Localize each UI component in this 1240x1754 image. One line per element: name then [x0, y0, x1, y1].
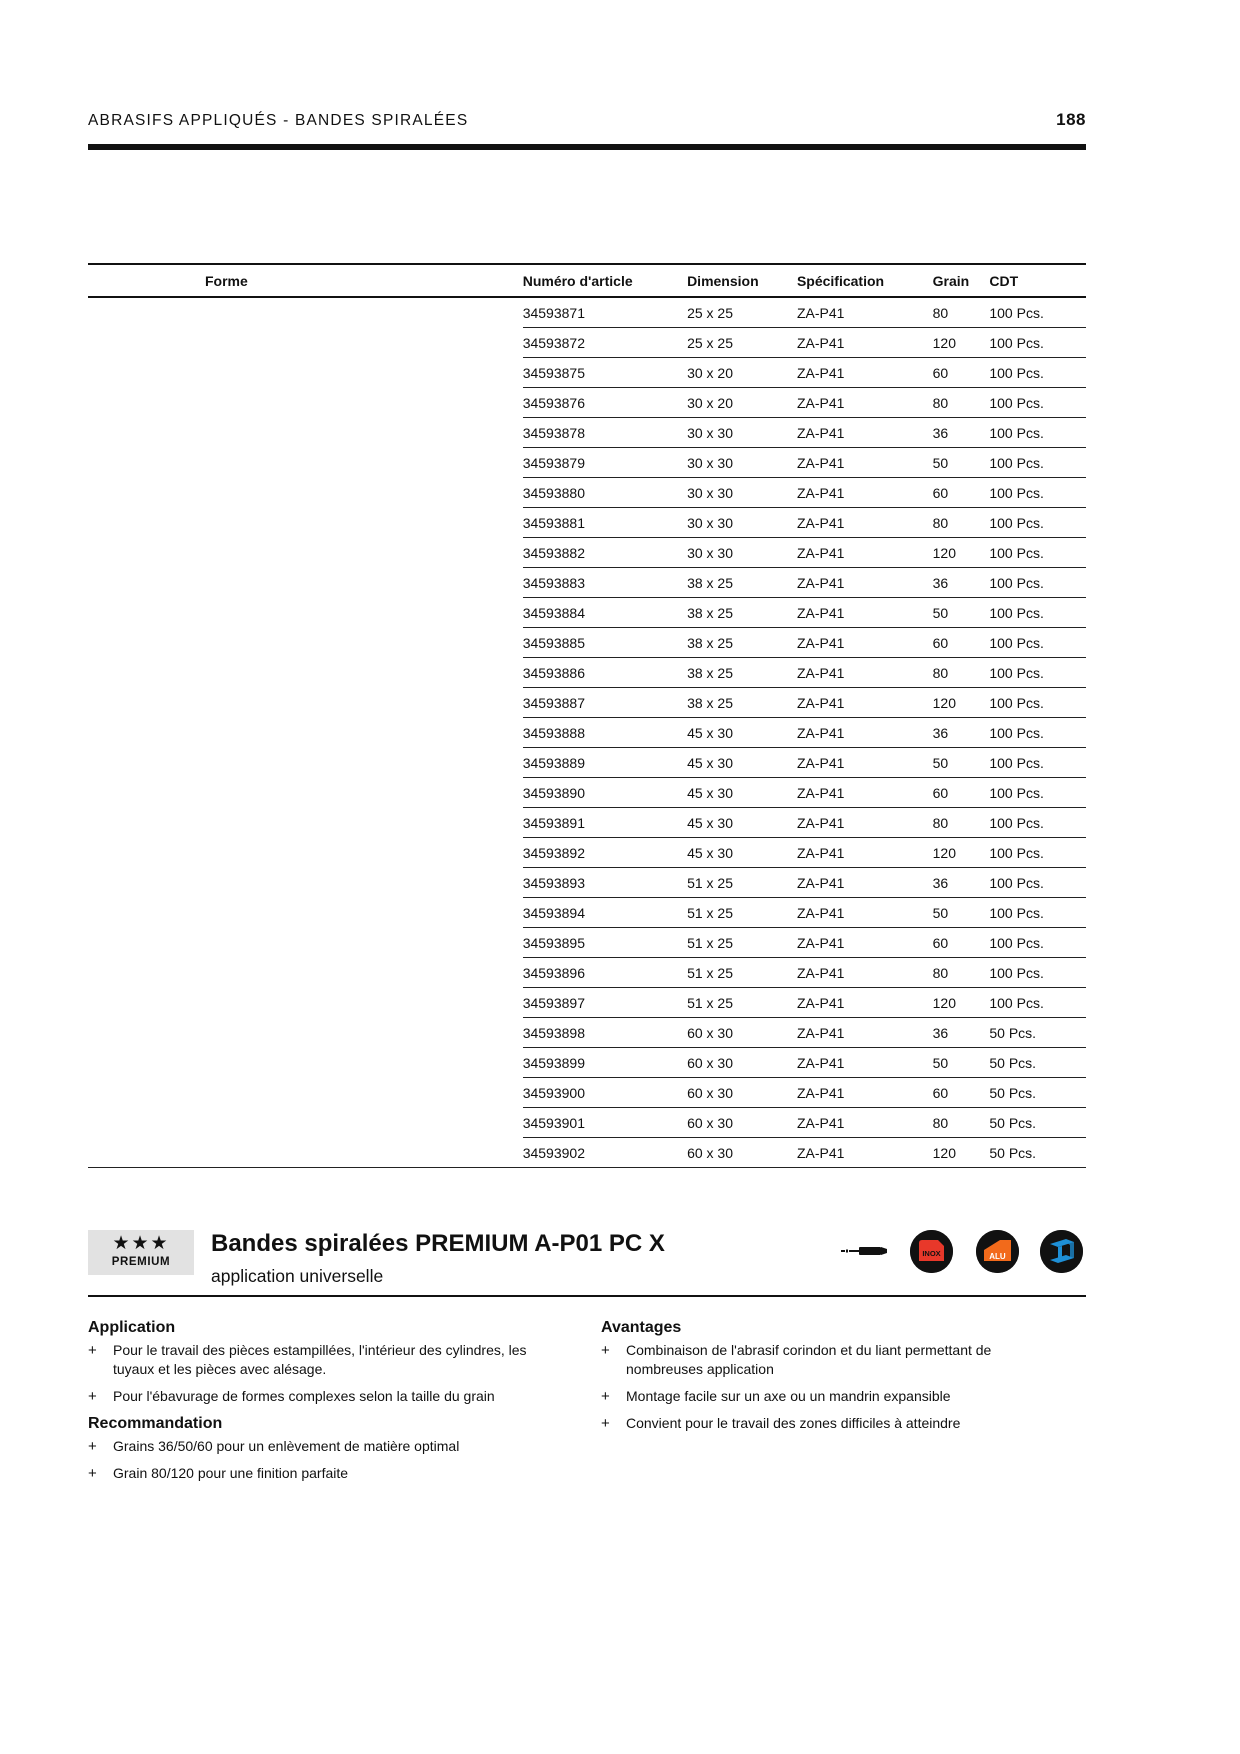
column-header-grain: Grain: [933, 264, 990, 297]
article-number-cell: 34593897: [523, 988, 687, 1018]
table-row: [88, 1078, 1086, 1108]
article-number-cell: 34593892: [523, 838, 687, 868]
cdt-cell: 100 Pcs.: [989, 778, 1086, 808]
dimension-cell: 60 x 30: [687, 1018, 797, 1048]
dimension-cell: 30 x 30: [687, 508, 797, 538]
inox-label: INOX: [922, 1249, 941, 1258]
table-row: [88, 1138, 1086, 1168]
specification-cell: ZA-P41: [797, 778, 933, 808]
product-title: Bandes spiralées PREMIUM A-P01 PC X: [211, 1230, 665, 1257]
forme-cell: [88, 958, 523, 988]
grain-cell: 120: [933, 688, 990, 718]
dimension-cell: 38 x 25: [687, 598, 797, 628]
article-number-cell: 34593881: [523, 508, 687, 538]
article-number-cell: 34593896: [523, 958, 687, 988]
specification-cell: ZA-P41: [797, 898, 933, 928]
forme-cell: [88, 388, 523, 418]
dimension-cell: 45 x 30: [687, 778, 797, 808]
cdt-cell: 100 Pcs.: [989, 538, 1086, 568]
table-row: [88, 628, 1086, 658]
mandrel-tool-icon: [841, 1243, 887, 1259]
product-subtitle: application universelle: [211, 1266, 384, 1286]
table-row: [88, 1018, 1086, 1048]
dimension-cell: 60 x 30: [687, 1138, 797, 1168]
specification-cell: ZA-P41: [797, 388, 933, 418]
list-item: + Pour le travail des pièces estampillées, l'intérieur des cylindres, les tuyaux et les pièces avec alésage.: [88, 1341, 558, 1379]
inox-material-icon: [910, 1230, 953, 1273]
article-number-cell: 34593876: [523, 388, 687, 418]
article-number-cell: 34593879: [523, 448, 687, 478]
list-item: + Grains 36/50/60 pour un enlèvement de matière optimal: [88, 1437, 558, 1456]
article-number-cell: 34593883: [523, 568, 687, 598]
grain-cell: 50: [933, 898, 990, 928]
forme-cell: [88, 448, 523, 478]
avantages-heading: Avantages: [601, 1319, 682, 1336]
grain-cell: 50: [933, 598, 990, 628]
forme-cell: [88, 418, 523, 448]
grain-cell: 36: [933, 1018, 990, 1048]
cdt-cell: 100 Pcs.: [989, 748, 1086, 778]
cdt-cell: 100 Pcs.: [989, 718, 1086, 748]
left-column: [88, 1318, 558, 1491]
article-number-cell: 34593901: [523, 1108, 687, 1138]
article-number-cell: 34593888: [523, 718, 687, 748]
forme-cell: [88, 508, 523, 538]
article-number-cell: 34593882: [523, 538, 687, 568]
article-number-cell: 34593895: [523, 928, 687, 958]
forme-cell: [88, 1138, 523, 1168]
cdt-cell: 100 Pcs.: [989, 388, 1086, 418]
grain-cell: 60: [933, 358, 990, 388]
grain-cell: 80: [933, 808, 990, 838]
forme-cell: [88, 868, 523, 898]
cdt-cell: 100 Pcs.: [989, 658, 1086, 688]
right-column: [601, 1318, 1031, 1441]
table-row: [88, 508, 1086, 538]
dimension-cell: 25 x 25: [687, 297, 797, 328]
forme-cell: [88, 478, 523, 508]
article-number-cell: 34593890: [523, 778, 687, 808]
grain-cell: 36: [933, 418, 990, 448]
cdt-cell: 100 Pcs.: [989, 868, 1086, 898]
grain-cell: 50: [933, 1048, 990, 1078]
dimension-cell: 51 x 25: [687, 928, 797, 958]
cdt-cell: 50 Pcs.: [989, 1018, 1086, 1048]
recommandation-list: [88, 1437, 558, 1483]
article-number-cell: 34593878: [523, 418, 687, 448]
specification-cell: ZA-P41: [797, 568, 933, 598]
column-header-article: Numéro d'article: [523, 264, 687, 297]
forme-cell: [88, 988, 523, 1018]
table-row: [88, 898, 1086, 928]
cdt-cell: 100 Pcs.: [989, 358, 1086, 388]
product-table: [88, 263, 1086, 1168]
cdt-cell: 50 Pcs.: [989, 1048, 1086, 1078]
article-number-cell: 34593886: [523, 658, 687, 688]
grain-cell: 120: [933, 838, 990, 868]
dimension-cell: 45 x 30: [687, 838, 797, 868]
grain-cell: 60: [933, 478, 990, 508]
article-number-cell: 34593871: [523, 297, 687, 328]
specification-cell: ZA-P41: [797, 748, 933, 778]
table-row: [88, 688, 1086, 718]
table-header-row: [88, 264, 1086, 297]
cdt-cell: 100 Pcs.: [989, 598, 1086, 628]
dimension-cell: 51 x 25: [687, 988, 797, 1018]
forme-cell: [88, 297, 523, 328]
cdt-cell: 100 Pcs.: [989, 628, 1086, 658]
article-number-cell: 34593902: [523, 1138, 687, 1168]
table-row: [88, 448, 1086, 478]
specification-cell: ZA-P41: [797, 1138, 933, 1168]
specification-cell: ZA-P41: [797, 598, 933, 628]
table-row: [88, 1108, 1086, 1138]
table-row: [88, 478, 1086, 508]
dimension-cell: 45 x 30: [687, 748, 797, 778]
grain-cell: 80: [933, 1108, 990, 1138]
page-number: 188: [1056, 110, 1086, 129]
table-row: [88, 568, 1086, 598]
specification-cell: ZA-P41: [797, 928, 933, 958]
column-header-cdt: CDT: [989, 264, 1086, 297]
alu-material-icon: [976, 1230, 1019, 1273]
article-number-cell: 34593885: [523, 628, 687, 658]
cdt-cell: 100 Pcs.: [989, 448, 1086, 478]
grain-cell: 60: [933, 628, 990, 658]
grain-cell: 50: [933, 748, 990, 778]
specification-cell: ZA-P41: [797, 1108, 933, 1138]
table-row: [88, 538, 1086, 568]
forme-cell: [88, 358, 523, 388]
forme-cell: [88, 748, 523, 778]
grain-cell: 60: [933, 778, 990, 808]
dimension-cell: 38 x 25: [687, 568, 797, 598]
article-number-cell: 34593891: [523, 808, 687, 838]
cdt-cell: 50 Pcs.: [989, 1078, 1086, 1108]
cdt-cell: 100 Pcs.: [989, 418, 1086, 448]
forme-cell: [88, 808, 523, 838]
forme-cell: [88, 928, 523, 958]
grain-cell: 80: [933, 658, 990, 688]
specification-cell: ZA-P41: [797, 478, 933, 508]
dimension-cell: 51 x 25: [687, 958, 797, 988]
dimension-cell: 60 x 30: [687, 1078, 797, 1108]
cdt-cell: 100 Pcs.: [989, 478, 1086, 508]
grain-cell: 120: [933, 328, 990, 358]
table-row: [88, 988, 1086, 1018]
header-rule: [88, 144, 1086, 150]
column-header-forme: Forme: [88, 264, 523, 297]
specification-cell: ZA-P41: [797, 328, 933, 358]
grain-cell: 36: [933, 868, 990, 898]
dimension-cell: 60 x 30: [687, 1048, 797, 1078]
grain-cell: 80: [933, 958, 990, 988]
forme-cell: [88, 718, 523, 748]
article-number-cell: 34593884: [523, 598, 687, 628]
grain-cell: 80: [933, 297, 990, 328]
grain-cell: 120: [933, 538, 990, 568]
forme-cell: [88, 1048, 523, 1078]
table-row: [88, 328, 1086, 358]
grain-cell: 120: [933, 988, 990, 1018]
forme-cell: [88, 1108, 523, 1138]
dimension-cell: 30 x 20: [687, 388, 797, 418]
specification-cell: ZA-P41: [797, 508, 933, 538]
table-row: [88, 388, 1086, 418]
alu-label: ALU: [989, 1252, 1006, 1261]
forme-cell: [88, 658, 523, 688]
table-row: [88, 838, 1086, 868]
dimension-cell: 38 x 25: [687, 658, 797, 688]
specification-cell: ZA-P41: [797, 418, 933, 448]
table-row: [88, 868, 1086, 898]
recommandation-heading: Recommandation: [88, 1415, 223, 1432]
specification-cell: ZA-P41: [797, 358, 933, 388]
forme-cell: [88, 598, 523, 628]
table-row: [88, 1048, 1086, 1078]
specification-cell: ZA-P41: [797, 838, 933, 868]
cdt-cell: 50 Pcs.: [989, 1138, 1086, 1168]
specification-cell: ZA-P41: [797, 808, 933, 838]
cdt-cell: 100 Pcs.: [989, 508, 1086, 538]
table-row: [88, 808, 1086, 838]
forme-cell: [88, 328, 523, 358]
dimension-cell: 38 x 25: [687, 628, 797, 658]
article-number-cell: 34593887: [523, 688, 687, 718]
article-number-cell: 34593894: [523, 898, 687, 928]
grain-cell: 36: [933, 568, 990, 598]
article-number-cell: 34593893: [523, 868, 687, 898]
forme-cell: [88, 1018, 523, 1048]
list-item: + Pour l'ébavurage de formes complexes selon la taille du grain: [88, 1387, 558, 1406]
dimension-cell: 30 x 30: [687, 418, 797, 448]
list-item: + Combinaison de l'abrasif corindon et du liant permettant de nombreuses application: [601, 1341, 1031, 1379]
forme-cell: [88, 688, 523, 718]
list-item: + Convient pour le travail des zones difficiles à atteindre: [601, 1414, 1031, 1433]
application-heading: Application: [88, 1319, 176, 1336]
table-row: [88, 928, 1086, 958]
specification-cell: ZA-P41: [797, 1048, 933, 1078]
table-row: [88, 297, 1086, 328]
grain-cell: 50: [933, 448, 990, 478]
table-row: [88, 358, 1086, 388]
cdt-cell: 50 Pcs.: [989, 1108, 1086, 1138]
article-number-cell: 34593880: [523, 478, 687, 508]
dimension-cell: 45 x 30: [687, 808, 797, 838]
dimension-cell: 51 x 25: [687, 868, 797, 898]
specification-cell: ZA-P41: [797, 1078, 933, 1108]
specification-cell: ZA-P41: [797, 448, 933, 478]
forme-cell: [88, 1078, 523, 1108]
forme-cell: [88, 568, 523, 598]
forme-cell: [88, 838, 523, 868]
premium-label: PREMIUM: [111, 1256, 171, 1268]
dimension-cell: 30 x 30: [687, 448, 797, 478]
specification-cell: ZA-P41: [797, 1018, 933, 1048]
section-title: ABRASIFS APPLIQUÉS - BANDES SPIRALÉES: [88, 112, 469, 129]
dimension-cell: 60 x 30: [687, 1108, 797, 1138]
article-number-cell: 34593875: [523, 358, 687, 388]
dimension-cell: 30 x 30: [687, 478, 797, 508]
table-row: [88, 778, 1086, 808]
article-number-cell: 34593898: [523, 1018, 687, 1048]
forme-cell: [88, 778, 523, 808]
column-header-dimension: Dimension: [687, 264, 797, 297]
cdt-cell: 100 Pcs.: [989, 688, 1086, 718]
table-row: [88, 418, 1086, 448]
grain-cell: 36: [933, 718, 990, 748]
specification-cell: ZA-P41: [797, 988, 933, 1018]
dimension-cell: 38 x 25: [687, 688, 797, 718]
grain-cell: 60: [933, 928, 990, 958]
grain-cell: 80: [933, 508, 990, 538]
dimension-cell: 25 x 25: [687, 328, 797, 358]
avantages-list: [601, 1341, 1031, 1433]
premium-badge: [88, 1230, 194, 1275]
cdt-cell: 100 Pcs.: [989, 838, 1086, 868]
table-body: [88, 297, 1086, 1168]
cdt-cell: 100 Pcs.: [989, 958, 1086, 988]
specification-cell: ZA-P41: [797, 718, 933, 748]
rating-stars: ★★★: [112, 1233, 170, 1254]
application-list: [88, 1341, 558, 1406]
article-number-cell: 34593899: [523, 1048, 687, 1078]
page-header: [88, 108, 1086, 132]
forme-cell: [88, 538, 523, 568]
article-number-cell: 34593872: [523, 328, 687, 358]
cdt-cell: 100 Pcs.: [989, 297, 1086, 328]
table-row: [88, 598, 1086, 628]
specification-cell: ZA-P41: [797, 868, 933, 898]
cdt-cell: 100 Pcs.: [989, 568, 1086, 598]
forme-cell: [88, 898, 523, 928]
list-item: + Grain 80/120 pour une finition parfaite: [88, 1464, 558, 1483]
specification-cell: ZA-P41: [797, 688, 933, 718]
grain-cell: 120: [933, 1138, 990, 1168]
dimension-cell: 45 x 30: [687, 718, 797, 748]
specification-cell: ZA-P41: [797, 658, 933, 688]
dimension-cell: 51 x 25: [687, 898, 797, 928]
dimension-cell: 30 x 20: [687, 358, 797, 388]
column-header-specification: Spécification: [797, 264, 933, 297]
product-rule: [88, 1295, 1086, 1297]
dimension-cell: 30 x 30: [687, 538, 797, 568]
table-row: [88, 958, 1086, 988]
cdt-cell: 100 Pcs.: [989, 808, 1086, 838]
table-row: [88, 748, 1086, 778]
cdt-cell: 100 Pcs.: [989, 928, 1086, 958]
article-number-cell: 34593900: [523, 1078, 687, 1108]
list-item: + Montage facile sur un axe ou un mandrin expansible: [601, 1387, 1031, 1406]
cdt-cell: 100 Pcs.: [989, 328, 1086, 358]
cdt-cell: 100 Pcs.: [989, 898, 1086, 928]
specification-cell: ZA-P41: [797, 958, 933, 988]
article-number-cell: 34593889: [523, 748, 687, 778]
grain-cell: 80: [933, 388, 990, 418]
table-row: [88, 658, 1086, 688]
steel-material-icon: [1040, 1230, 1083, 1273]
forme-cell: [88, 628, 523, 658]
specification-cell: ZA-P41: [797, 538, 933, 568]
cdt-cell: 100 Pcs.: [989, 988, 1086, 1018]
specification-cell: ZA-P41: [797, 628, 933, 658]
specification-cell: ZA-P41: [797, 297, 933, 328]
grain-cell: 60: [933, 1078, 990, 1108]
table-row: [88, 718, 1086, 748]
